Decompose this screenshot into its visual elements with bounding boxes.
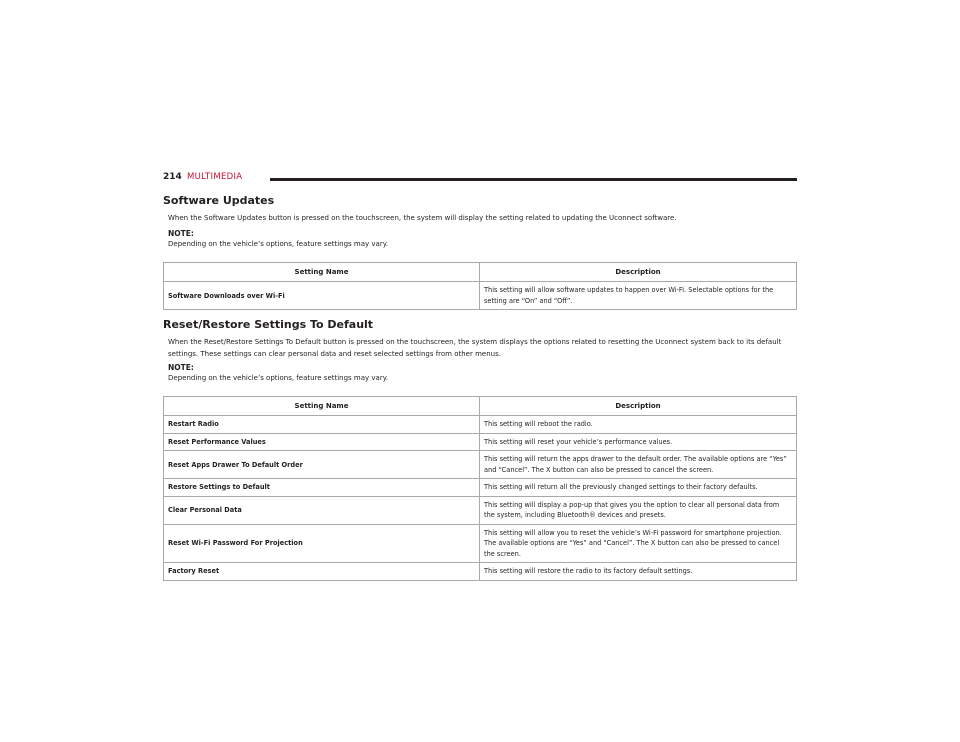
- reset-restore-note-text: Depending on the vehicle’s options, feature settings may vary.: [168, 374, 389, 382]
- table-row: [164, 524, 797, 563]
- setting-description: This setting will allow you to reset the vehicle’s Wi-Fi password for smartphone projection. The available options are “Yes” and “Cancel”. The X button can also be pressed to cancel the screen.: [480, 524, 797, 563]
- setting-description: This setting will allow software updates to happen over Wi-Fi. Selectable options for the setting are “On” and “Off”.: [480, 282, 797, 310]
- setting-name: Reset Performance Values: [164, 433, 480, 451]
- table-row: [164, 433, 797, 451]
- setting-name: Clear Personal Data: [164, 496, 480, 524]
- reset-restore-intro: When the Reset/Restore Settings To Default button is pressed on the touchscreen, the system displays the options related to resetting the Uconnect system back to its default settings. These settings can clear personal data and reset selected settings from other menus.: [168, 338, 782, 358]
- software-updates-note-label: NOTE:: [168, 229, 194, 238]
- table-row: [164, 563, 797, 581]
- setting-name: Software Downloads over Wi-Fi: [164, 282, 480, 310]
- setting-name: Factory Reset: [164, 563, 480, 581]
- table-row: [164, 451, 797, 479]
- column-header-setting-name: Setting Name: [164, 263, 480, 282]
- table-row: [164, 479, 797, 497]
- column-header-description: Description: [480, 397, 797, 416]
- reset-restore-note-label: NOTE:: [168, 363, 194, 372]
- table-row: [164, 416, 797, 434]
- table-header-row: [164, 397, 797, 416]
- column-header-setting-name: Setting Name: [164, 397, 480, 416]
- software-updates-heading: Software Updates: [163, 194, 275, 207]
- table-row: [164, 282, 797, 310]
- table-header-row: [164, 263, 797, 282]
- column-header-description: Description: [480, 263, 797, 282]
- setting-name: Reset Apps Drawer To Default Order: [164, 451, 480, 479]
- reset-restore-heading: Reset/Restore Settings To Default: [163, 318, 374, 331]
- table-row: [164, 496, 797, 524]
- setting-description: This setting will reset your vehicle’s performance values.: [480, 433, 797, 451]
- page-number: 214: [163, 172, 182, 182]
- software-updates-table: [163, 262, 797, 310]
- reset-restore-table: [163, 396, 797, 581]
- setting-description: This setting will display a pop-up that gives you the option to clear all personal data from the system, including Bluetooth® devices and presets.: [480, 496, 797, 524]
- software-updates-note-text: Depending on the vehicle’s options, feature settings may vary.: [168, 240, 389, 248]
- setting-name: Reset Wi-Fi Password For Projection: [164, 524, 480, 563]
- setting-name: Restart Radio: [164, 416, 480, 434]
- setting-description: This setting will reboot the radio.: [480, 416, 797, 434]
- setting-description: This setting will return all the previously changed settings to their factory defaults.: [480, 479, 797, 497]
- header-rule: [270, 178, 797, 181]
- setting-description: This setting will return the apps drawer to the default order. The available options are “Yes” and “Cancel”. The X button can also be pressed to cancel the screen.: [480, 451, 797, 479]
- setting-name: Restore Settings to Default: [164, 479, 480, 497]
- setting-description: This setting will restore the radio to its factory default settings.: [480, 563, 797, 581]
- section-name: MULTIMEDIA: [187, 172, 243, 182]
- page-header: [163, 172, 797, 186]
- software-updates-intro: When the Software Updates button is pressed on the touchscreen, the system will display the setting related to updating the Uconnect software.: [168, 214, 677, 222]
